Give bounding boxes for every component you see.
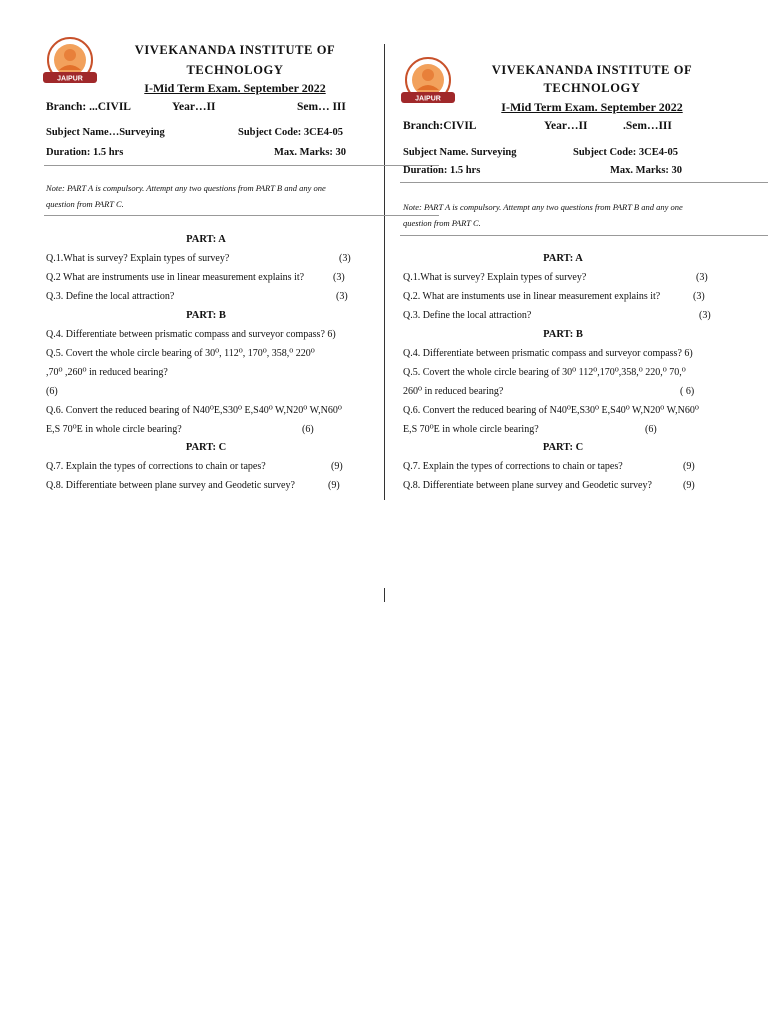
- question-3: Q.3. Define the local attraction?: [403, 310, 532, 321]
- subject-code: Subject Code: 3CE4-05: [238, 127, 343, 138]
- question-5-marks: ( 6): [680, 386, 695, 397]
- part-c-heading: PART: C: [185, 442, 227, 453]
- question-2-marks: (3): [693, 291, 705, 302]
- question-2: Q.2 What are instruments use in linear measurement explains it?: [46, 272, 305, 283]
- semester: Sem… III: [297, 101, 346, 113]
- question-2-marks: (3): [333, 272, 345, 283]
- question-7-marks: (9): [683, 461, 695, 472]
- institute-name: VIVEKANANDA INSTITUTE OF: [134, 43, 336, 57]
- institute-name: VIVEKANANDA INSTITUTE OF: [491, 63, 693, 77]
- institute-logo: [40, 36, 100, 88]
- question-2: Q.2. What are instuments use in linear measurement explains it?: [403, 291, 661, 302]
- question-6-cont: E,S 70⁰E in whole circle bearing?: [403, 424, 539, 435]
- svg-text:JAIPUR: JAIPUR: [415, 95, 441, 103]
- subject-name: Subject Name…Surveying: [46, 127, 165, 138]
- question-5-cont: ,70⁰ ,260⁰ in reduced bearing?: [46, 367, 168, 378]
- note-rule: [44, 215, 439, 216]
- question-1-marks: (3): [339, 253, 351, 264]
- part-c-heading: PART: C: [542, 442, 584, 453]
- part-b-heading: PART: B: [186, 310, 226, 321]
- question-7: Q.7. Explain the types of corrections to chain or tapes?: [403, 461, 623, 472]
- question-8: Q.8. Differentiate between plane survey and Geodetic survey?: [403, 480, 652, 491]
- instructions-note: Note: PART A is compulsory. Attempt any two questions from PART B and any one question from PART C.: [403, 202, 683, 228]
- question-3-marks: (3): [336, 291, 348, 302]
- column-divider: [384, 44, 385, 500]
- institute-logo: [398, 56, 458, 108]
- question-6-marks: (6): [302, 424, 314, 435]
- question-1: Q.1.What is survey? Explain types of survey?: [46, 253, 230, 264]
- question-7: Q.7. Explain the types of corrections to chain or tapes?: [46, 461, 266, 472]
- question-8-marks: (9): [683, 480, 695, 491]
- institute-name-line2: TECHNOLOGY: [186, 63, 284, 77]
- question-8: Q.8. Differentiate between plane survey and Geodetic survey?: [46, 480, 295, 491]
- year: Year…II: [544, 120, 588, 132]
- question-3-marks: (3): [699, 310, 711, 321]
- duration: Duration: 1.5 hrs: [403, 165, 481, 176]
- semester: .Sem…III: [623, 120, 672, 132]
- svg-text:JAIPUR: JAIPUR: [57, 75, 83, 83]
- part-a-heading: PART: A: [186, 234, 226, 245]
- question-4: Q.4. Differentiate between prismatic compass and surveyor compass? 6): [46, 329, 336, 340]
- subject-code: Subject Code: 3CE4-05: [573, 147, 678, 158]
- year: Year…II: [172, 101, 216, 113]
- subject-name: Subject Name. Surveying: [403, 147, 517, 158]
- question-6-cont: E,S 70⁰E in whole circle bearing?: [46, 424, 182, 435]
- question-6: Q.6. Convert the reduced bearing of N40⁰E,S30⁰ E,S40⁰ W,N20⁰ W,N60⁰: [46, 405, 342, 416]
- question-5-marks: (6): [46, 386, 58, 397]
- branch: Branch:CIVIL: [403, 120, 477, 132]
- question-6-marks: (6): [645, 424, 657, 435]
- institute-name-line2: TECHNOLOGY: [543, 81, 641, 95]
- part-b-heading: PART: B: [543, 329, 583, 340]
- part-a-heading: PART: A: [543, 253, 583, 264]
- question-5: Q.5. Covert the whole circle bearing of 30⁰, 112⁰, 170⁰, 358,⁰ 220⁰: [46, 348, 315, 359]
- exam-title: I-Mid Term Exam. September 2022: [501, 100, 683, 114]
- question-1-marks: (3): [696, 272, 708, 283]
- question-7-marks: (9): [331, 461, 343, 472]
- header-rule: [44, 165, 439, 166]
- question-4: Q.4. Differentiate between prismatic compass and surveyor compass? 6): [403, 348, 693, 359]
- question-1: Q.1.What is survey? Explain types of survey?: [403, 272, 587, 283]
- question-3: Q.3. Define the local attraction?: [46, 291, 175, 302]
- question-5-cont: 260⁰ in reduced bearing?: [403, 386, 504, 397]
- note-rule: [400, 235, 768, 236]
- question-6: Q.6. Convert the reduced bearing of N40⁰E,S30⁰ E,S40⁰ W,N20⁰ W,N60⁰: [403, 405, 699, 416]
- question-5: Q.5. Covert the whole circle bearing of 30⁰ 112⁰,170⁰,358,⁰ 220,⁰ 70,⁰: [403, 367, 686, 378]
- max-marks: Max. Marks: 30: [610, 165, 683, 176]
- page-break-mark: [384, 588, 385, 602]
- header-rule: [400, 182, 768, 183]
- question-8-marks: (9): [328, 480, 340, 491]
- exam-title: I-Mid Term Exam. September 2022: [144, 81, 326, 95]
- duration: Duration: 1.5 hrs: [46, 147, 124, 158]
- branch: Branch: ...CIVIL: [46, 101, 131, 113]
- instructions-note: Note: PART A is compulsory. Attempt any two questions from PART B and any one question from PART C.: [46, 183, 326, 209]
- max-marks: Max. Marks: 30: [274, 147, 347, 158]
